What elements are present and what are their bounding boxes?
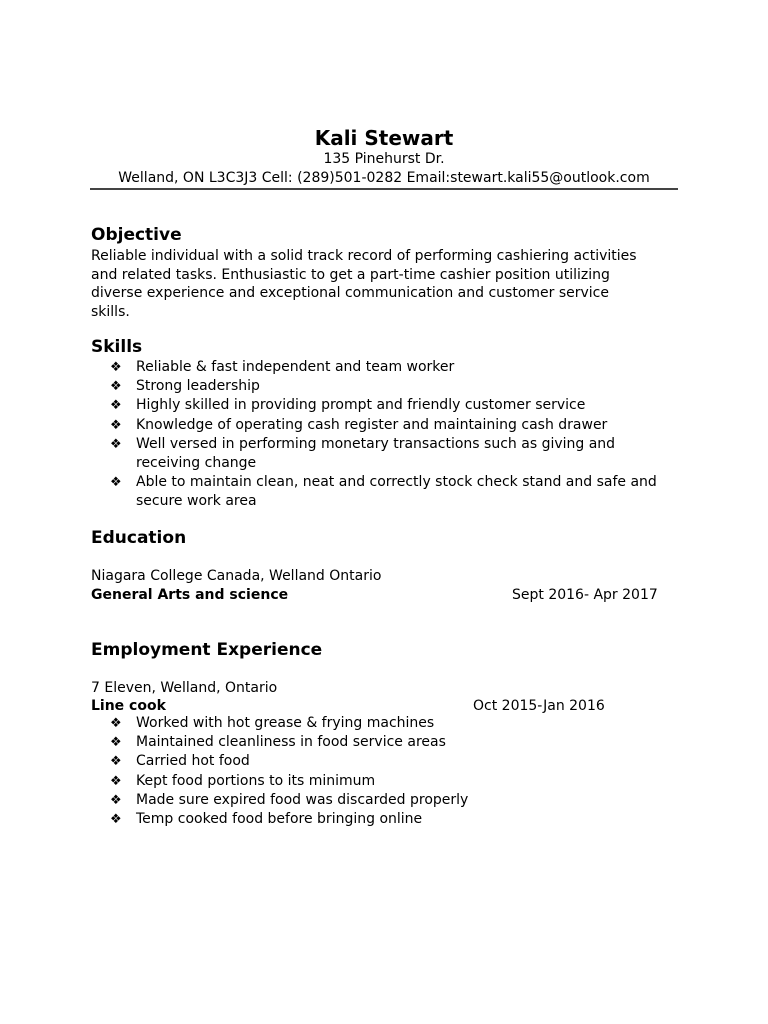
diamond-bullet-icon: ❖ (110, 812, 122, 828)
list-item (110, 396, 680, 415)
duty-text: Carried hot food (136, 753, 250, 770)
diamond-bullet-icon: ❖ (110, 773, 122, 789)
contact-line: Welland, ON L3C3J3 Cell: (289)501-0282 Email:stewart.kali55@outlook.com (118, 170, 650, 186)
list-item (110, 435, 680, 473)
diamond-bullet-icon: ❖ (110, 754, 122, 770)
objective-line: and related tasks. Enthusiastic to get a part-time cashier position utilizing (91, 266, 610, 283)
skill-text: Strong leadership (136, 378, 260, 395)
diamond-bullet-icon: ❖ (110, 792, 122, 808)
skill-text: Reliable & fast independent and team worker (136, 359, 455, 375)
list-item (110, 733, 680, 752)
skill-text: Highly skilled in providing prompt and friendly customer service (136, 397, 586, 414)
objective-line: diverse experience and exceptional communication and customer service (91, 285, 609, 301)
education-heading: Education (91, 528, 187, 548)
duty-text: Made sure expired food was discarded properly (136, 791, 469, 808)
list-item (110, 810, 680, 829)
objective-line: skills. (91, 303, 130, 320)
employment-heading: Employment Experience (91, 640, 323, 660)
duty-text: Worked with hot grease & frying machines (136, 715, 435, 731)
skills-list (110, 358, 680, 512)
diamond-bullet-icon: ❖ (110, 475, 122, 491)
address-line: 135 Pinehurst Dr. (323, 151, 445, 167)
education-program: General Arts and science (91, 587, 289, 603)
list-item (110, 377, 680, 396)
resume-name: Kali Stewart (314, 126, 454, 150)
skill-text: Able to maintain clean, neat and correctly stock check stand and safe and secure work area (136, 474, 657, 510)
employer-name: 7 Eleven, Welland, Ontario (91, 680, 278, 696)
header-divider (90, 188, 678, 190)
diamond-bullet-icon: ❖ (110, 417, 122, 433)
job-title: Line cook (91, 698, 166, 714)
diamond-bullet-icon: ❖ (110, 360, 122, 375)
list-item (110, 416, 680, 435)
list-item (110, 473, 680, 511)
list-item (110, 772, 680, 791)
list-item (110, 358, 680, 377)
skill-text: Well versed in performing monetary transactions such as giving and receiving change (136, 435, 616, 472)
list-item (110, 714, 680, 733)
list-item (110, 752, 680, 771)
duty-text: Temp cooked food before bringing online (136, 811, 423, 828)
education-dates: Sept 2016- Apr 2017 (512, 587, 658, 603)
job-dates: Oct 2015-Jan 2016 (473, 698, 605, 714)
skills-heading: Skills (91, 337, 143, 357)
objective-heading: Objective (91, 225, 182, 245)
diamond-bullet-icon: ❖ (110, 398, 122, 414)
list-item (110, 791, 680, 810)
diamond-bullet-icon: ❖ (110, 716, 122, 731)
diamond-bullet-icon: ❖ (110, 436, 122, 452)
skill-text: Knowledge of operating cash register and maintaining cash drawer (136, 416, 608, 433)
duty-text: Maintained cleanliness in food service areas (136, 734, 446, 751)
education-school: Niagara College Canada, Welland Ontario (91, 568, 382, 584)
employment-duties-list (110, 714, 680, 829)
objective-text (91, 247, 691, 321)
duty-text: Kept food portions to its minimum (136, 772, 376, 789)
diamond-bullet-icon: ❖ (110, 735, 122, 751)
objective-line: Reliable individual with a solid track record of performing cashiering activities (91, 248, 637, 264)
diamond-bullet-icon: ❖ (110, 379, 122, 395)
